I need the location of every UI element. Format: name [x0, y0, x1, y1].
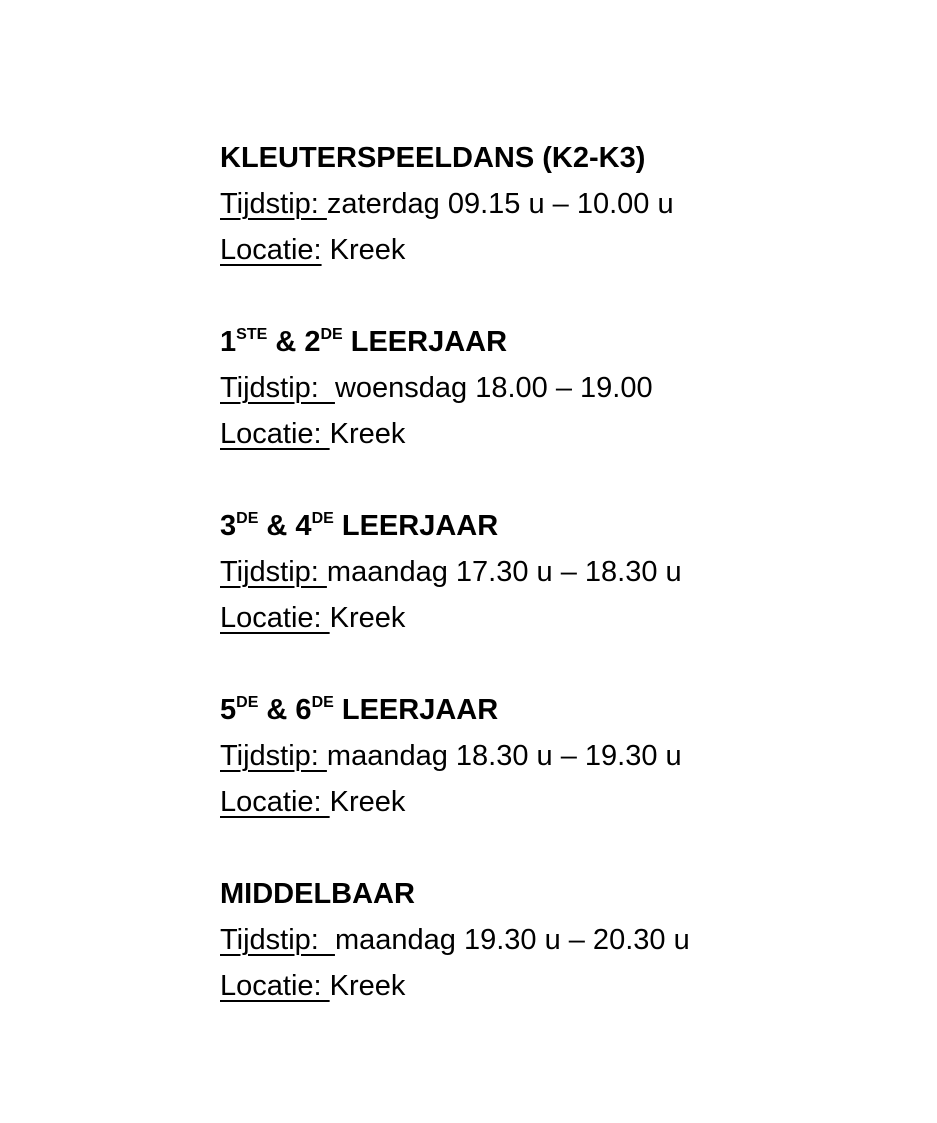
time-label: Tijdstip:: [220, 924, 335, 956]
time-label: Tijdstip:: [220, 740, 327, 772]
schedule-section-leerjaar-5-6: [220, 687, 920, 825]
schedule-section-leerjaar-3-4: [220, 503, 920, 641]
location-value: Kreek: [329, 602, 406, 634]
time-value: woensdag 18.00 – 19.00: [334, 372, 653, 404]
location-line: [220, 963, 920, 1009]
time-line: [220, 549, 920, 595]
heading-superscript: DE: [311, 510, 334, 527]
heading-text: & 2: [267, 326, 321, 358]
time-value: maandag 18.30 u – 19.30 u: [326, 740, 682, 772]
heading-text: LEERJAAR: [333, 510, 499, 542]
time-line: [220, 365, 920, 411]
time-label: Tijdstip:: [220, 372, 335, 404]
location-value: Kreek: [329, 970, 406, 1002]
heading-text: KLEUTERSPEELDANS (K2-K3): [220, 142, 646, 174]
location-label: Locatie:: [220, 786, 330, 818]
location-line: [220, 227, 920, 273]
location-value: Kreek: [321, 234, 406, 266]
heading-superscript: STE: [236, 326, 268, 343]
heading-superscript: DE: [311, 694, 334, 711]
section-heading: [220, 135, 920, 181]
heading-text: 3: [220, 510, 237, 542]
section-heading: [220, 871, 920, 917]
time-line: [220, 917, 920, 963]
schedule-section-leerjaar-1-2: [220, 319, 920, 457]
location-line: [220, 411, 920, 457]
heading-text: & 6: [258, 694, 312, 726]
schedule-document: [220, 135, 920, 1055]
heading-text: LEERJAAR: [333, 694, 499, 726]
location-line: [220, 779, 920, 825]
time-label: Tijdstip:: [220, 188, 327, 220]
heading-text: 1: [220, 326, 237, 358]
location-label: Locatie:: [220, 602, 330, 634]
time-value: maandag 19.30 u – 20.30 u: [334, 924, 690, 956]
time-line: [220, 733, 920, 779]
location-label: Locatie:: [220, 234, 322, 266]
time-value: zaterdag 09.15 u – 10.00 u: [326, 188, 674, 220]
section-heading: [220, 319, 920, 365]
time-line: [220, 181, 920, 227]
heading-superscript: DE: [320, 326, 343, 343]
location-value: Kreek: [329, 786, 406, 818]
location-value: Kreek: [329, 418, 406, 450]
heading-text: 5: [220, 694, 237, 726]
section-heading: [220, 503, 920, 549]
heading-text: & 4: [258, 510, 312, 542]
location-label: Locatie:: [220, 418, 330, 450]
location-label: Locatie:: [220, 970, 330, 1002]
section-heading: [220, 687, 920, 733]
heading-text: MIDDELBAAR: [220, 878, 415, 910]
location-line: [220, 595, 920, 641]
time-label: Tijdstip:: [220, 556, 327, 588]
time-value: maandag 17.30 u – 18.30 u: [326, 556, 682, 588]
heading-superscript: DE: [236, 510, 259, 527]
schedule-section-middelbaar: [220, 871, 920, 1009]
heading-text: LEERJAAR: [342, 326, 508, 358]
heading-superscript: DE: [236, 694, 259, 711]
schedule-section-kleuterspeeldans: [220, 135, 920, 273]
